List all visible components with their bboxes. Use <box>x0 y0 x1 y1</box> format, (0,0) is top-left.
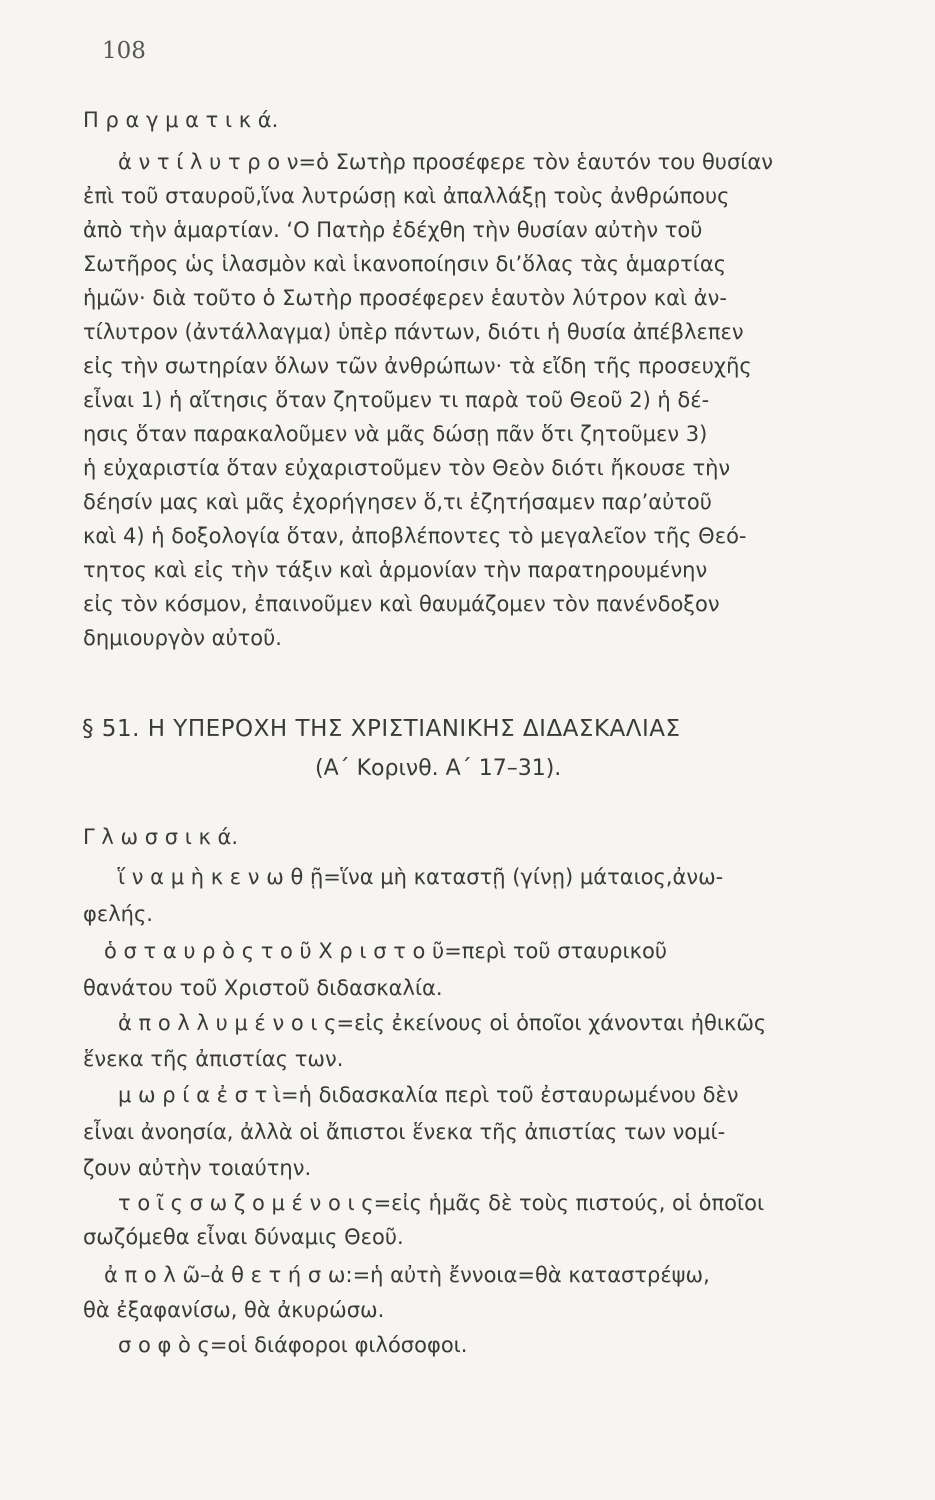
text-line: ὁ σ τ α υ ρ ὸ ς τ ο ῦ Χ ρ ι σ τ ο ῦ=περὶ τοῦ σταυρικοῦ <box>104 939 667 963</box>
text-line: ἀπὸ τὴν ἁμαρτίαν. ‘Ο Πατὴρ ἐδέχθη τὴν θυσίαν αὐτὴν τοῦ <box>83 218 703 242</box>
text-line: μ ω ρ ί α ἐ σ τ ὶ=ἡ διδασκαλία περὶ τοῦ ἐσταυρωμένου δὲν <box>118 1083 739 1107</box>
section-heading: § 51. Η ΥΠΕΡΟΧΗ ΤΗΣ ΧΡΙΣΤΙΑΝΙΚΗΣ ΔΙΔΑΣΚΑΛΙΑΣ <box>82 716 681 742</box>
text-line: τ ο ῖ ς σ ω ζ ο μ έ ν ο ι ς=εἰς ἡμᾶς δὲ τοὺς πιστούς, οἱ ὁποῖοι <box>118 1191 765 1215</box>
text-line: τητος καὶ εἰς τὴν τάξιν καὶ ἁρμονίαν τὴν παρατηρουμένην <box>83 558 708 582</box>
text-line: θανάτου τοῦ Χριστοῦ διδασκαλία. <box>83 976 443 1000</box>
text-line: ἕνεκα τῆς ἀπιστίας των. <box>83 1047 344 1071</box>
text-line: ζουν αὐτὴν τοιαύτην. <box>83 1156 312 1180</box>
text-line: ἀ π ο λ λ υ μ έ ν ο ι ς=εἰς ἐκείνους οἱ ὁποῖοι χάνονται ἠθικῶς <box>118 1011 767 1035</box>
text-line: θὰ ἐξαφανίσω, θὰ ἀκυρώσω. <box>83 1298 385 1322</box>
text-line: ησις ὅταν παρακαλοῦμεν νὰ μᾶς δώσῃ πᾶν ὅτι ζητοῦμεν 3) <box>83 422 708 446</box>
section-title-glossika: Γ λ ω σ σ ι κ ά. <box>83 825 239 849</box>
text-line: ἡμῶν· διὰ τοῦτο ὁ Σωτὴρ προσέφερεν ἑαυτὸν λύτρον καὶ ἀν- <box>83 286 727 310</box>
text-line: τίλυτρον (ἀντάλλαγμα) ὑπὲρ πάντων, διότι ἡ θυσία ἀπέβλεπεν <box>83 320 744 344</box>
section-subheading: (Α΄ Κορινθ. Α΄ 17–31). <box>315 756 562 781</box>
section-title-pragmatika: Π ρ α γ μ α τ ι κ ά. <box>83 108 279 132</box>
page-number: 108 <box>102 38 146 64</box>
text-line: καὶ 4) ἡ δοξολογία ὅταν, ἀποβλέποντες τὸ μεγαλεῖον τῆς Θεό- <box>83 524 747 548</box>
text-line: ἀ π ο λ ῶ–ἀ θ ε τ ή σ ω:=ἡ αὐτὴ ἔννοια=θὰ καταστρέψω, <box>104 1263 710 1287</box>
text-line: ἀ ν τ ί λ υ τ ρ ο ν=ὁ Σωτὴρ προσέφερε τὸν ἑαυτόν του θυσίαν <box>118 150 773 174</box>
text-line: σ ο φ ὸ ς=οἱ διάφοροι φιλόσοφοι. <box>118 1333 468 1357</box>
text-line: εἰς τὴν σωτηρίαν ὅλων τῶν ἀνθρώπων· τὰ εἴδη τῆς προσευχῆς <box>83 354 752 378</box>
text-line: εἰς τὸν κόσμον, ἐπαινοῦμεν καὶ θαυμάζομεν τὸν πανένδοξον <box>83 592 720 616</box>
text-line: εἶναι ἀνοησία, ἀλλὰ οἱ ἄπιστοι ἕνεκα τῆς ἀπιστίας των νομί- <box>83 1120 726 1144</box>
text-line: ἵ ν α μ ὴ κ ε ν ω θ ῇ=ἵνα μὴ καταστῇ (γίνῃ) μάταιος,ἀνω- <box>118 865 724 889</box>
text-line: εἶναι 1) ἡ αἴτησις ὅταν ζητοῦμεν τι παρὰ τοῦ Θεοῦ 2) ἡ δέ- <box>83 388 710 412</box>
text-line: δέησίν μας καὶ μᾶς ἐχορήγησεν ὅ,τι ἐζητήσαμεν παρ’αὐτοῦ <box>83 490 712 514</box>
text-line: ἡ εὐχαριστία ὅταν εὐχαριστοῦμεν τὸν Θεὸν διότι ἤκουσε τὴν <box>83 456 731 480</box>
text-line: φελής. <box>83 902 153 926</box>
text-line: ἐπὶ τοῦ σταυροῦ,ἵνα λυτρώσῃ καὶ ἀπαλλάξῃ τοὺς ἀνθρώπους <box>83 184 730 208</box>
text-line: δημιουργὸν αὐτοῦ. <box>83 626 282 650</box>
text-line: Σωτῆρος ὡς ἱλασμὸν καὶ ἱκανοποίησιν δι’ὅλας τὰς ἁμαρτίας <box>83 252 727 276</box>
text-line: σωζόμεθα εἶναι δύναμις Θεοῦ. <box>83 1225 404 1249</box>
